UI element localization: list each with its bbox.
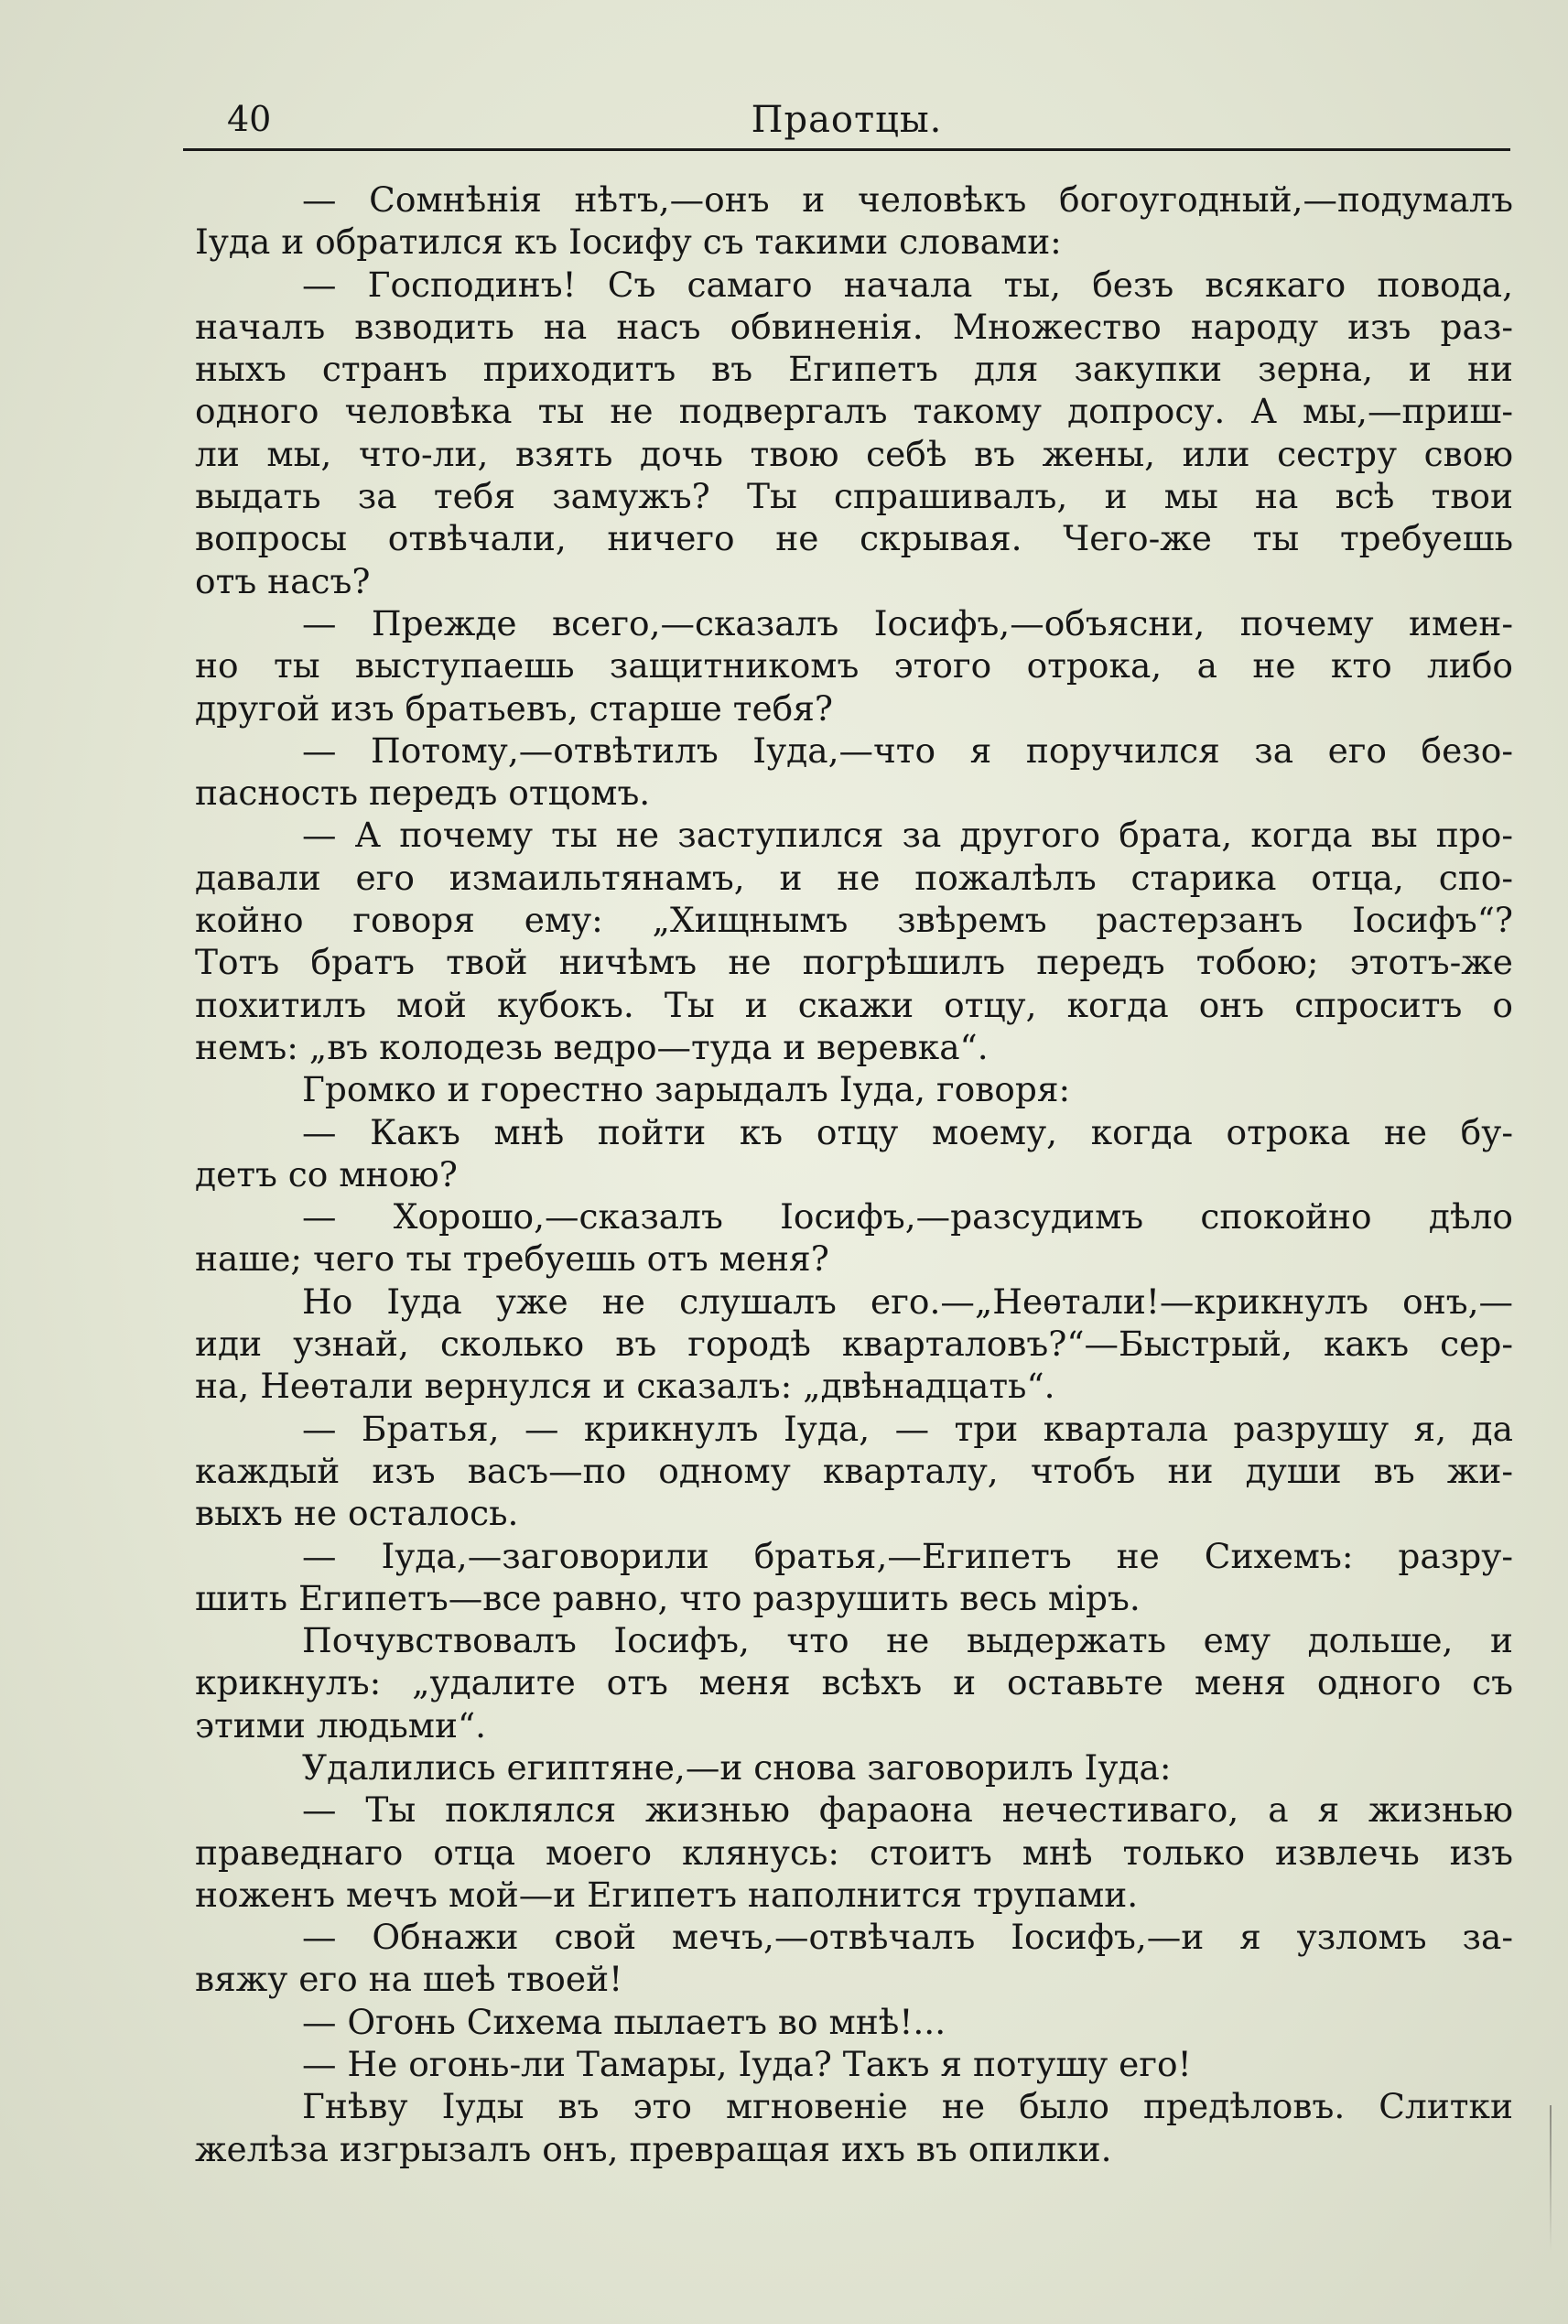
text-line: вопросы отвѣчали, ничего не скрывая. Чего-же ты требуешь [195, 518, 1513, 559]
text-line: каждый изъ васъ—по одному кварталу, чтобъ ни души въ жи- [195, 1450, 1513, 1491]
text-line: Іуда и обратился къ Іосифу съ такими словами: [195, 222, 1062, 263]
text-line: Тотъ братъ твой ничѣмъ не погрѣшилъ передъ тобою; этотъ-же [195, 942, 1513, 983]
page-edge-shadow [1550, 2105, 1552, 2252]
text-line: началъ взводить на насъ обвиненія. Множество народу изъ раз- [195, 306, 1513, 347]
page-header [183, 88, 1510, 148]
text-line: ноженъ мечъ мой—и Египетъ наполнится трупами. [195, 1874, 1139, 1915]
text-line: но ты выступаешь защитникомъ этого отрока, а не кто либо [195, 645, 1513, 686]
body-text [195, 178, 1513, 2170]
header-rule [183, 148, 1510, 151]
text-line: иди узнай, сколько въ городѣ кварталовъ?“—Быстрый, какъ сер- [195, 1324, 1513, 1365]
text-line: выдать за тебя замужъ? Ты спрашивалъ, и мы на всѣ твои [195, 476, 1513, 517]
text-line: — Хорошо,—сказалъ Іосифъ,—разсудимъ спокойно дѣло [302, 1196, 1513, 1238]
text-line: выхъ не осталось. [195, 1493, 519, 1534]
text-line: Удалились египтяне,—и снова заговорилъ Іуда: [302, 1746, 1172, 1788]
text-line: Громко и горестно зарыдалъ Іуда, говоря: [302, 1069, 1071, 1110]
text-line: другой изъ братьевъ, старше тебя? [195, 687, 833, 729]
text-line: Но Іуда уже не слушалъ его.—„Неѳтали!—крикнулъ онъ,— [302, 1281, 1513, 1322]
text-line: — А почему ты не заступился за другого брата, когда вы про- [302, 815, 1513, 856]
text-line: — Господинъ! Съ самаго начала ты, безъ всякаго повода, [302, 264, 1513, 305]
text-line: — Какъ мнѣ пойти къ отцу моему, когда отрока не бу- [302, 1111, 1513, 1152]
text-line: желѣза изгрызалъ онъ, превращая ихъ въ опилки. [195, 2128, 1112, 2169]
text-line: детъ со мною? [195, 1153, 458, 1194]
text-line: на, Неѳтали вернулся и сказалъ: „двѣнадцать“. [195, 1366, 1055, 1407]
text-line: крикнулъ: „удалите отъ меня всѣхъ и оставьте меня одного съ [195, 1662, 1513, 1703]
text-line: — Не огонь-ли Тамары, Іуда? Такъ я потушу его! [302, 2044, 1192, 2085]
text-line: отъ насъ? [195, 560, 371, 601]
text-line: немъ: „въ колодезь ведро—туда и веревка“. [195, 1026, 989, 1067]
running-title: Праотцы. [751, 99, 943, 141]
text-line: койно говоря ему: „Хищнымъ звѣремъ растерзанъ Іосифъ“? [195, 900, 1513, 941]
text-line: вяжу его на шеѣ твоей! [195, 1959, 623, 2000]
text-line: — Іуда,—заговорили братья,—Египетъ не Сихемъ: разру- [302, 1535, 1513, 1576]
text-line: — Потому,—отвѣтилъ Іуда,—что я поручился за его безо- [302, 730, 1513, 771]
text-line: Почувствовалъ Іосифъ, что не выдержать ему дольше, и [302, 1620, 1513, 1661]
text-line: этими людьми“. [195, 1704, 487, 1746]
text-line: одного человѣка ты не подвергалъ такому допросу. А мы,—приш- [195, 391, 1513, 432]
text-line: давали его измаильтянамъ, и не пожалѣлъ старика отца, спо- [195, 857, 1513, 898]
text-line: похитилъ мой кубокъ. Ты и скажи отцу, когда онъ спроситъ о [195, 984, 1513, 1025]
text-line: шить Египетъ—все равно, что разрушить весь міръ. [195, 1577, 1141, 1618]
text-line: — Прежде всего,—сказалъ Іосифъ,—объясни, почему имен- [302, 602, 1513, 643]
text-line: ныхъ странъ приходитъ въ Египетъ для закупки зерна, и ни [195, 349, 1513, 390]
text-line: Гнѣву Іуды въ это мгновеніе не было предѣловъ. Слитки [302, 2086, 1513, 2127]
page-number: 40 [227, 99, 272, 139]
text-line: — Обнажи свой мечъ,—отвѣчалъ Іосифъ,—и я узломъ за- [302, 1917, 1513, 1958]
text-line: ли мы, что-ли, взять дочь твою себѣ въ жены, или сестру свою [195, 433, 1513, 474]
text-line: наше; чего ты требуешь отъ меня? [195, 1238, 829, 1280]
text-line: — Братья, — крикнулъ Іуда, — три квартала разрушу я, да [302, 1408, 1513, 1449]
text-line: пасность передъ отцомъ. [195, 773, 651, 814]
text-line: — Сомнѣнія нѣтъ,—онъ и человѣкъ богоугодный,—подумалъ [302, 179, 1513, 220]
text-line: праведнаго отца моего клянусь: стоитъ мнѣ только извлечь изъ [195, 1832, 1513, 1873]
text-line: — Огонь Сихема пылаетъ во мнѣ!... [302, 2001, 946, 2042]
text-line: — Ты поклялся жизнью фараона нечестиваго, а я жизнью [302, 1789, 1513, 1831]
